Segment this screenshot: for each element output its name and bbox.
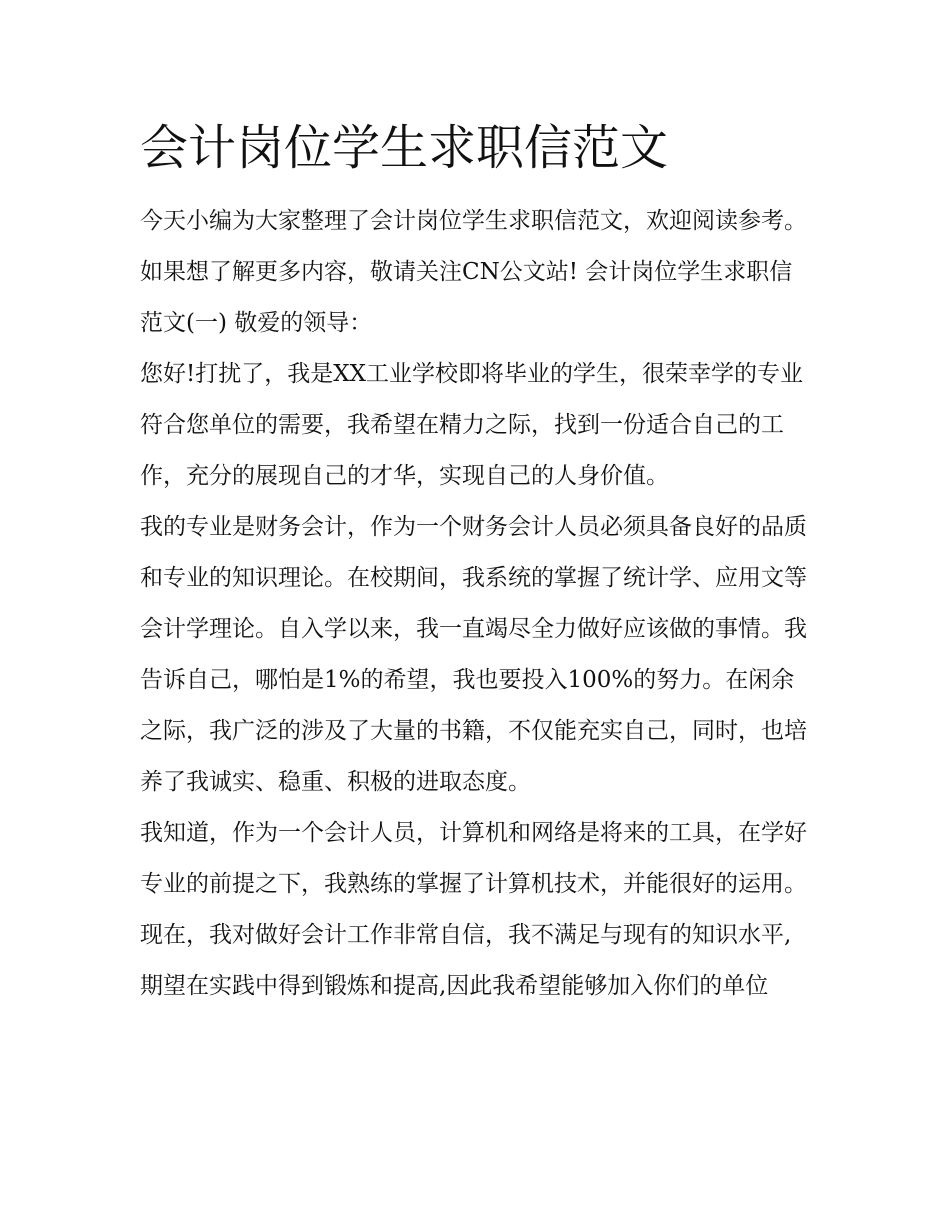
paragraph-computer-skills: 我知道，作为一个会计人员，计算机和网络是将来的工具，在学好专业的前提之下，我熟练的掌握了计算机技术，并能很好的运用。: [140, 820, 807, 897]
paragraph-major: 我的专业是财务会计，作为一个财务会计人员必须具备良好的品质和专业的知识理论。在校期间，我系统的掌握了统计学、应用文等会计学理论。自入学以来，我一直竭尽全力做好应该做的事情。我告诉自己，哪怕是1%的希望，我也要投入100%的努力。在闲余之际，我广泛的涉及了大量的书籍，不仅能充实自己，同时，也培养了我诚实、稳重、积极的进取态度。: [140, 514, 807, 795]
document-title: 会计岗位学生求职信范文: [140, 120, 669, 176]
paragraph-closing: 现在，我对做好会计工作非常自信，我不满足与现有的知识水平,期望在实践中得到锻炼和提高,因此我希望能够加入你们的单位: [140, 922, 792, 999]
paragraph-greeting: 您好!打扰了，我是XX工业学校即将毕业的学生，很荣幸学的专业符合您单位的需要，我希望在精力之际，找到一份适合自己的工作，充分的展现自己的才华，实现自己的人身价值。: [140, 361, 803, 489]
paragraph-intro: 今天小编为大家整理了会计岗位学生求职信范文，欢迎阅读参考。如果想了解更多内容，敬请关注CN公文站! 会计岗位学生求职信范文(一) 敬爱的领导：: [140, 208, 807, 336]
document-body: [140, 196, 810, 1012]
